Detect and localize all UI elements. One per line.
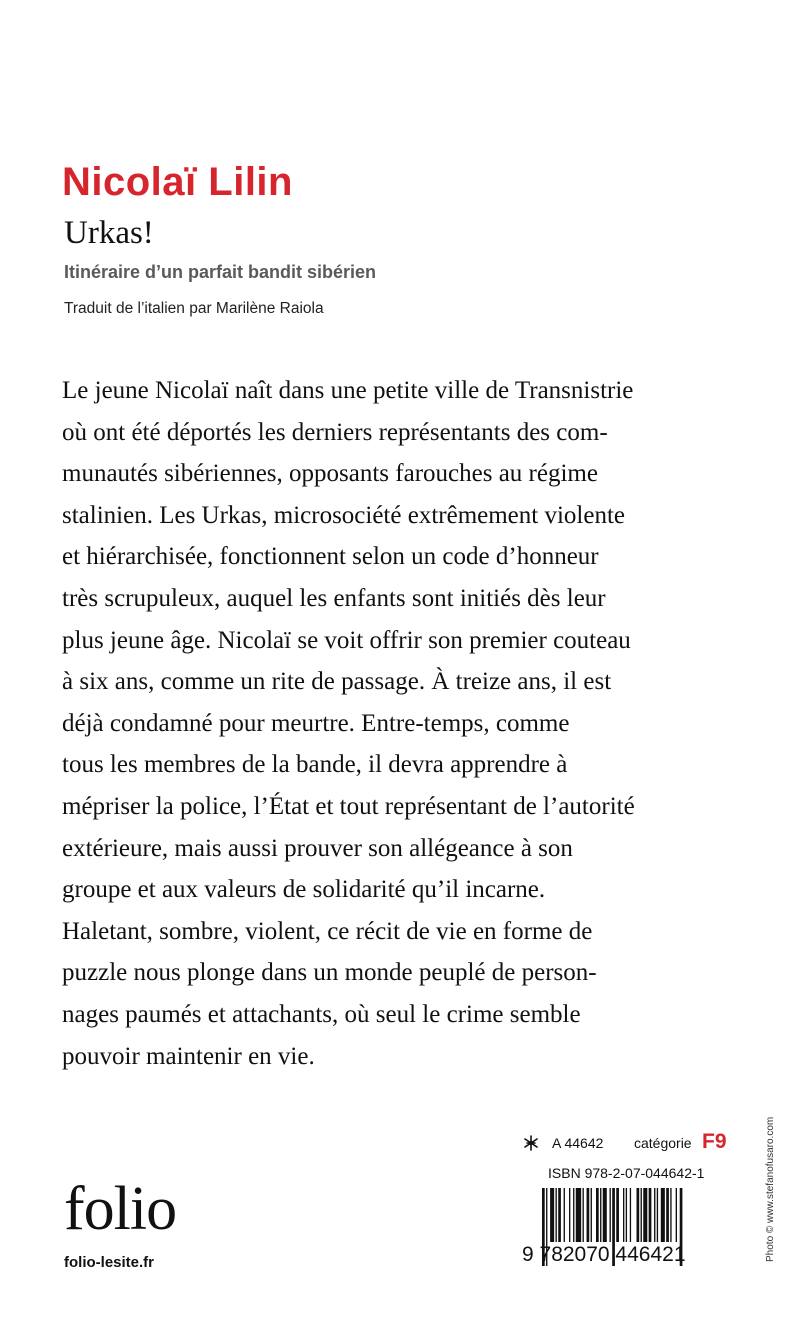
gallimard-logo-icon	[522, 1134, 540, 1152]
blurb-line: munautés sibériennes, opposants farouches au régime	[62, 460, 598, 488]
barcode-bar	[603, 1188, 607, 1242]
blurb-line: à six ans, comme un rite de passage. À treize ans, il est	[62, 668, 612, 696]
barcode-bar	[569, 1188, 570, 1242]
blurb-line: plus jeune âge. Nicolaï se voit offrir son premier couteau	[62, 626, 631, 654]
blurb-line: groupe et aux valeurs de solidarité qu’il incarne.	[62, 876, 546, 904]
barcode-bar	[591, 1188, 592, 1242]
barcode-bar	[657, 1188, 658, 1242]
barcode-digits: 9 782070 446421	[522, 1243, 686, 1266]
barcode-bar	[556, 1188, 557, 1242]
barcode-bar	[626, 1188, 627, 1242]
blurb-line: mépriser la police, l’État et tout représentant de l’autorité	[62, 792, 635, 820]
barcode-bar	[616, 1188, 619, 1242]
book-title: Urkas!	[64, 215, 154, 251]
category-code: F9	[702, 1130, 727, 1153]
blurb-line: et hiérarchisée, fonctionnent selon un code d’honneur	[62, 543, 599, 571]
blurb-line: tous les membres de la bande, il devra apprendre à	[62, 751, 568, 779]
barcode-bar	[670, 1188, 671, 1242]
blurb-line: où ont été déportés les derniers représentants des com-	[62, 418, 608, 446]
folio-logo: folio	[64, 1175, 177, 1243]
barcode-bar	[600, 1188, 601, 1242]
blurb-line: extérieure, mais aussi prouver son allégeance à son	[62, 834, 573, 862]
reference-number: A 44642	[552, 1135, 604, 1151]
barcode-bar	[630, 1188, 631, 1242]
barcode-bar	[610, 1188, 611, 1242]
blurb-line: nages paumés et attachants, où seul le crime semble	[62, 1000, 581, 1028]
barcode-bar	[643, 1188, 647, 1242]
photo-credit: Photo © www.stefanofusaro.com	[765, 1116, 776, 1262]
author-name: Nicolaï Lilin	[62, 160, 293, 204]
blurb-line: puzzle nous plonge dans un monde peuplé de person-	[62, 959, 597, 987]
barcode-bar	[637, 1188, 640, 1242]
barcode-bar	[558, 1188, 561, 1242]
blurb-line: pouvoir maintenir en vie.	[62, 1042, 315, 1070]
translator-credit: Traduit de l’italien par Marilène Raiola	[64, 300, 324, 317]
blurb-line: très scrupuleux, auquel les enfants sont initiés dès leur	[62, 584, 606, 612]
catalog-code-row	[522, 1132, 732, 1156]
book-subtitle: Itinéraire d’un parfait bandit sibérien	[64, 262, 377, 282]
barcode-bar	[654, 1188, 655, 1242]
barcode-bar	[587, 1188, 590, 1242]
barcode-bar	[564, 1188, 565, 1242]
publisher-website: folio-lesite.fr	[64, 1254, 155, 1271]
category-label: catégorie	[634, 1135, 692, 1151]
blurb-line: stalinien. Les Urkas, microsociété extrêmement violente	[62, 501, 626, 529]
barcode-bar	[666, 1188, 669, 1242]
barcode-bar	[596, 1188, 599, 1242]
barcode-bar	[550, 1188, 554, 1242]
isbn-number: ISBN 978-2-07-044642-1	[548, 1165, 705, 1181]
barcode-bar	[583, 1188, 584, 1242]
barcode-bar	[676, 1188, 677, 1242]
barcode-bar	[641, 1188, 642, 1242]
blurb-line: Haletant, sombre, violent, ce récit de vie en forme de	[62, 917, 593, 945]
blurb-line: Le jeune Nicolaï naît dans une petite ville de Transnistrie	[62, 377, 634, 404]
barcode-bar	[661, 1188, 665, 1242]
barcode-bar	[623, 1188, 624, 1242]
barcode-bar	[649, 1188, 652, 1242]
barcode-bar	[573, 1188, 574, 1242]
blurb-text	[62, 370, 732, 1077]
barcode-bar	[576, 1188, 581, 1242]
blurb-line: déjà condamné pour meurtre. Entre-temps, comme	[62, 709, 570, 737]
